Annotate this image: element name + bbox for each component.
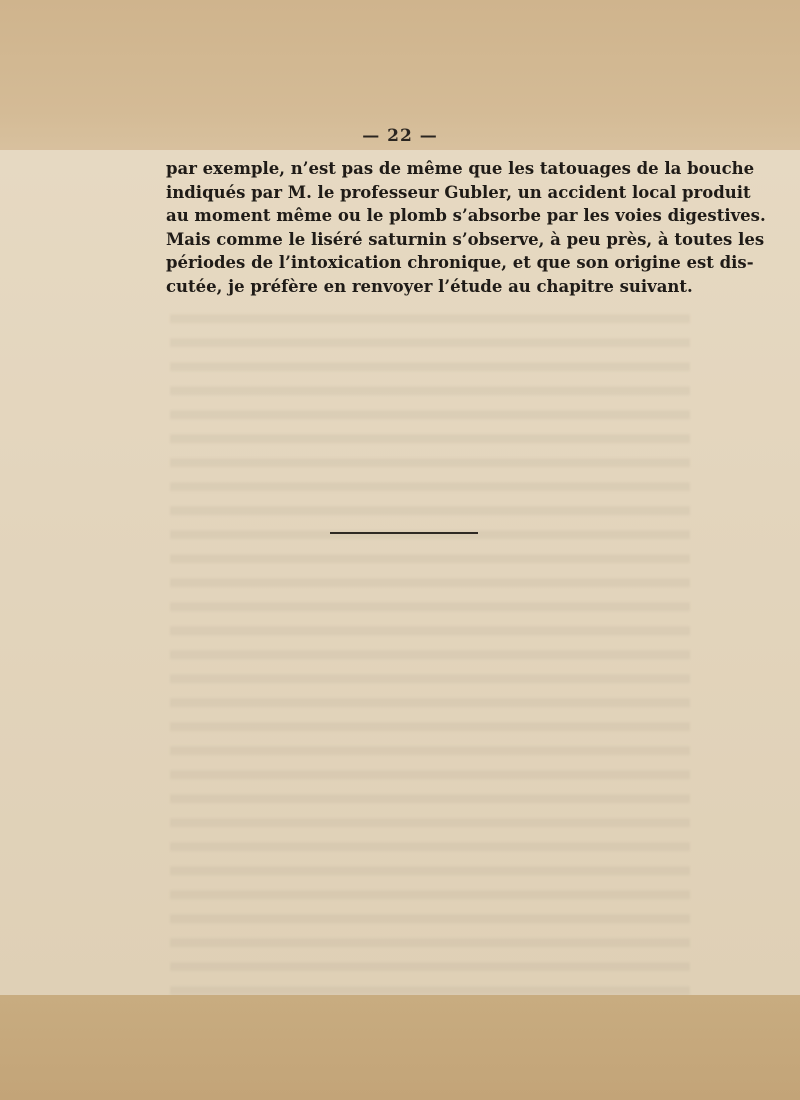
text-line: indiqués par M. le professeur Gubler, un accident local produit bbox=[166, 182, 751, 202]
text-line: périodes de l’intoxication chronique, et que son origine est dis- bbox=[166, 253, 754, 272]
paragraph bbox=[166, 157, 766, 298]
text-line: cutée, je préfère en renvoyer l’étude au chapitre suivant. bbox=[166, 276, 693, 296]
bleed-through-text bbox=[170, 300, 690, 1000]
page-number: — 22 — bbox=[362, 126, 438, 146]
text-line: au moment même ou le plomb s’absorbe par les voies digestives. bbox=[166, 206, 766, 225]
scan-border-bottom bbox=[0, 995, 800, 1100]
text-line: Mais comme le liséré saturnin s’observe, à peu près, à toutes les bbox=[166, 229, 765, 249]
text-line: par exemple, n’est pas de même que les tatouages de la bouche bbox=[166, 159, 755, 178]
section-divider bbox=[330, 532, 478, 534]
